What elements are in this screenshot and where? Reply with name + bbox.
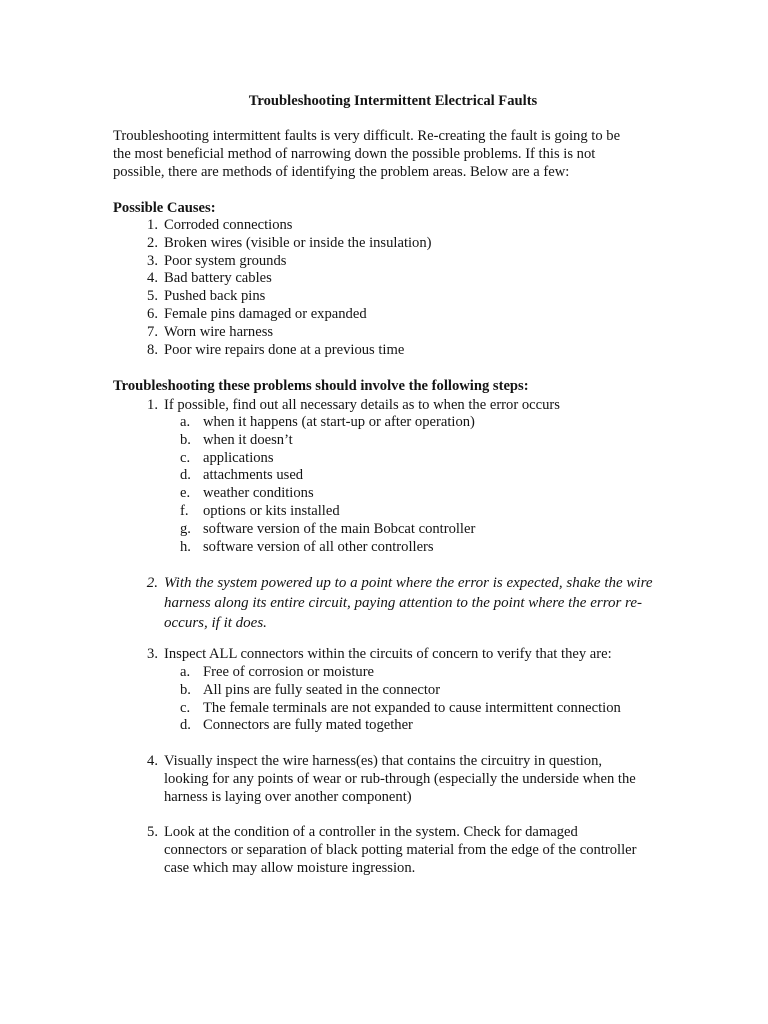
check-text: The female terminals are not expanded to cause intermittent connection: [203, 699, 621, 716]
cause-item: [113, 342, 432, 360]
steps-heading: Troubleshooting these problems should involve the following steps:: [113, 378, 529, 394]
cause-item: [113, 235, 432, 253]
cause-number: 1.: [147, 217, 158, 233]
step-line: harness along its entire circuit, paying attention to the point where the error re-: [164, 595, 642, 611]
causes-heading: Possible Causes:: [113, 200, 216, 216]
detail-text: when it doesn’t: [203, 431, 293, 448]
causes-list: [113, 217, 432, 359]
intro-line: the most beneficial method of narrowing down the possible problems. If this is not: [113, 145, 596, 162]
cause-text: Broken wires (visible or inside the insulation): [164, 234, 432, 251]
detail-item: [113, 467, 475, 485]
intro-line: Troubleshooting intermittent faults is very difficult. Re-creating the fault is going to be: [113, 128, 621, 144]
step-number: 2.: [146, 575, 158, 591]
detail-item: [113, 414, 475, 432]
step-text: Inspect ALL connectors within the circuits of concern to verify that they are:: [164, 646, 612, 662]
step-text: If possible, find out all necessary details as to when the error occurs: [164, 397, 560, 413]
detail-letter: d.: [180, 467, 191, 484]
step-text: [158, 824, 637, 877]
cause-item: [113, 270, 432, 288]
cause-number: 8.: [147, 341, 158, 358]
step-line: looking for any points of wear or rub-through (especially the underside when the: [164, 770, 636, 787]
detail-letter: f.: [180, 502, 189, 519]
detail-item: [113, 503, 475, 521]
check-text: All pins are fully seated in the connector: [203, 681, 441, 698]
step-4: [113, 753, 636, 806]
detail-letter: h.: [180, 538, 191, 555]
cause-number: 5.: [147, 288, 158, 305]
detail-text: software version of the main Bobcat controller: [203, 520, 476, 537]
check-letter: d.: [180, 717, 191, 734]
detail-text: software version of all other controllers: [203, 538, 434, 555]
detail-item: [113, 521, 475, 539]
step-3: [113, 646, 612, 664]
cause-text: Poor system grounds: [164, 252, 287, 269]
check-item: [113, 717, 621, 735]
step-line: Look at the condition of a controller in the system. Check for damaged: [164, 824, 578, 840]
cause-number: 3.: [147, 252, 158, 269]
step-line: occurs, if it does.: [164, 615, 267, 631]
step-3-checklist: [113, 664, 621, 735]
detail-text: applications: [203, 449, 274, 466]
detail-item: [113, 539, 475, 557]
check-item: [113, 700, 621, 718]
detail-text: when it happens (at start-up or after operation): [203, 414, 475, 430]
detail-text: weather conditions: [203, 485, 314, 502]
step-text: [158, 753, 636, 806]
intro-paragraph: [113, 128, 658, 181]
detail-letter: b.: [180, 431, 191, 448]
step-line: connectors or separation of black potting material from the edge of the controller: [164, 841, 637, 858]
cause-number: 4.: [147, 270, 158, 287]
detail-item: [113, 432, 475, 450]
cause-text: Corroded connections: [164, 217, 293, 233]
detail-item: [113, 450, 475, 468]
detail-letter: c.: [180, 449, 191, 466]
detail-item: [113, 485, 475, 503]
step-number: 1.: [147, 397, 158, 413]
step-line: case which may allow moisture ingression.: [164, 859, 416, 876]
step-5: [113, 824, 637, 877]
check-text: Connectors are fully mated together: [203, 717, 413, 734]
step-number: 3.: [147, 646, 158, 662]
cause-item: [113, 253, 432, 271]
cause-item: [113, 306, 432, 324]
document-title: Troubleshooting Intermittent Electrical Faults: [248, 93, 538, 109]
cause-number: 6.: [147, 305, 158, 322]
step-text: [158, 573, 653, 633]
cause-item: [113, 217, 432, 235]
step-number: 4.: [147, 753, 158, 769]
step-line: With the system powered up to a point where the error is expected, shake the wire: [164, 575, 653, 591]
step-2: [113, 573, 653, 633]
intro-line: possible, there are methods of identifying the problem areas. Below are a few:: [113, 163, 570, 180]
step-1-details: [113, 414, 475, 556]
cause-text: Female pins damaged or expanded: [164, 305, 367, 322]
cause-item: [113, 324, 432, 342]
step-line: harness is laying over another component): [164, 788, 412, 805]
check-text: Free of corrosion or moisture: [203, 664, 375, 680]
check-letter: a.: [180, 664, 191, 680]
cause-text: Pushed back pins: [164, 288, 266, 305]
cause-number: 2.: [147, 234, 158, 251]
detail-text: attachments used: [203, 467, 304, 484]
cause-text: Worn wire harness: [164, 323, 274, 340]
detail-letter: g.: [180, 520, 191, 537]
check-item: [113, 664, 621, 682]
cause-text: Bad battery cables: [164, 270, 272, 287]
cause-item: [113, 288, 432, 306]
detail-text: options or kits installed: [203, 502, 340, 519]
step-line: Visually inspect the wire harness(es) that contains the circuitry in question,: [164, 753, 603, 769]
check-item: [113, 682, 621, 700]
check-letter: c.: [180, 699, 191, 716]
cause-number: 7.: [147, 323, 158, 340]
check-letter: b.: [180, 681, 191, 698]
detail-letter: e.: [180, 485, 191, 502]
detail-letter: a.: [180, 414, 191, 430]
step-number: 5.: [147, 824, 158, 840]
step-1: [113, 397, 560, 415]
cause-text: Poor wire repairs done at a previous time: [164, 341, 405, 358]
